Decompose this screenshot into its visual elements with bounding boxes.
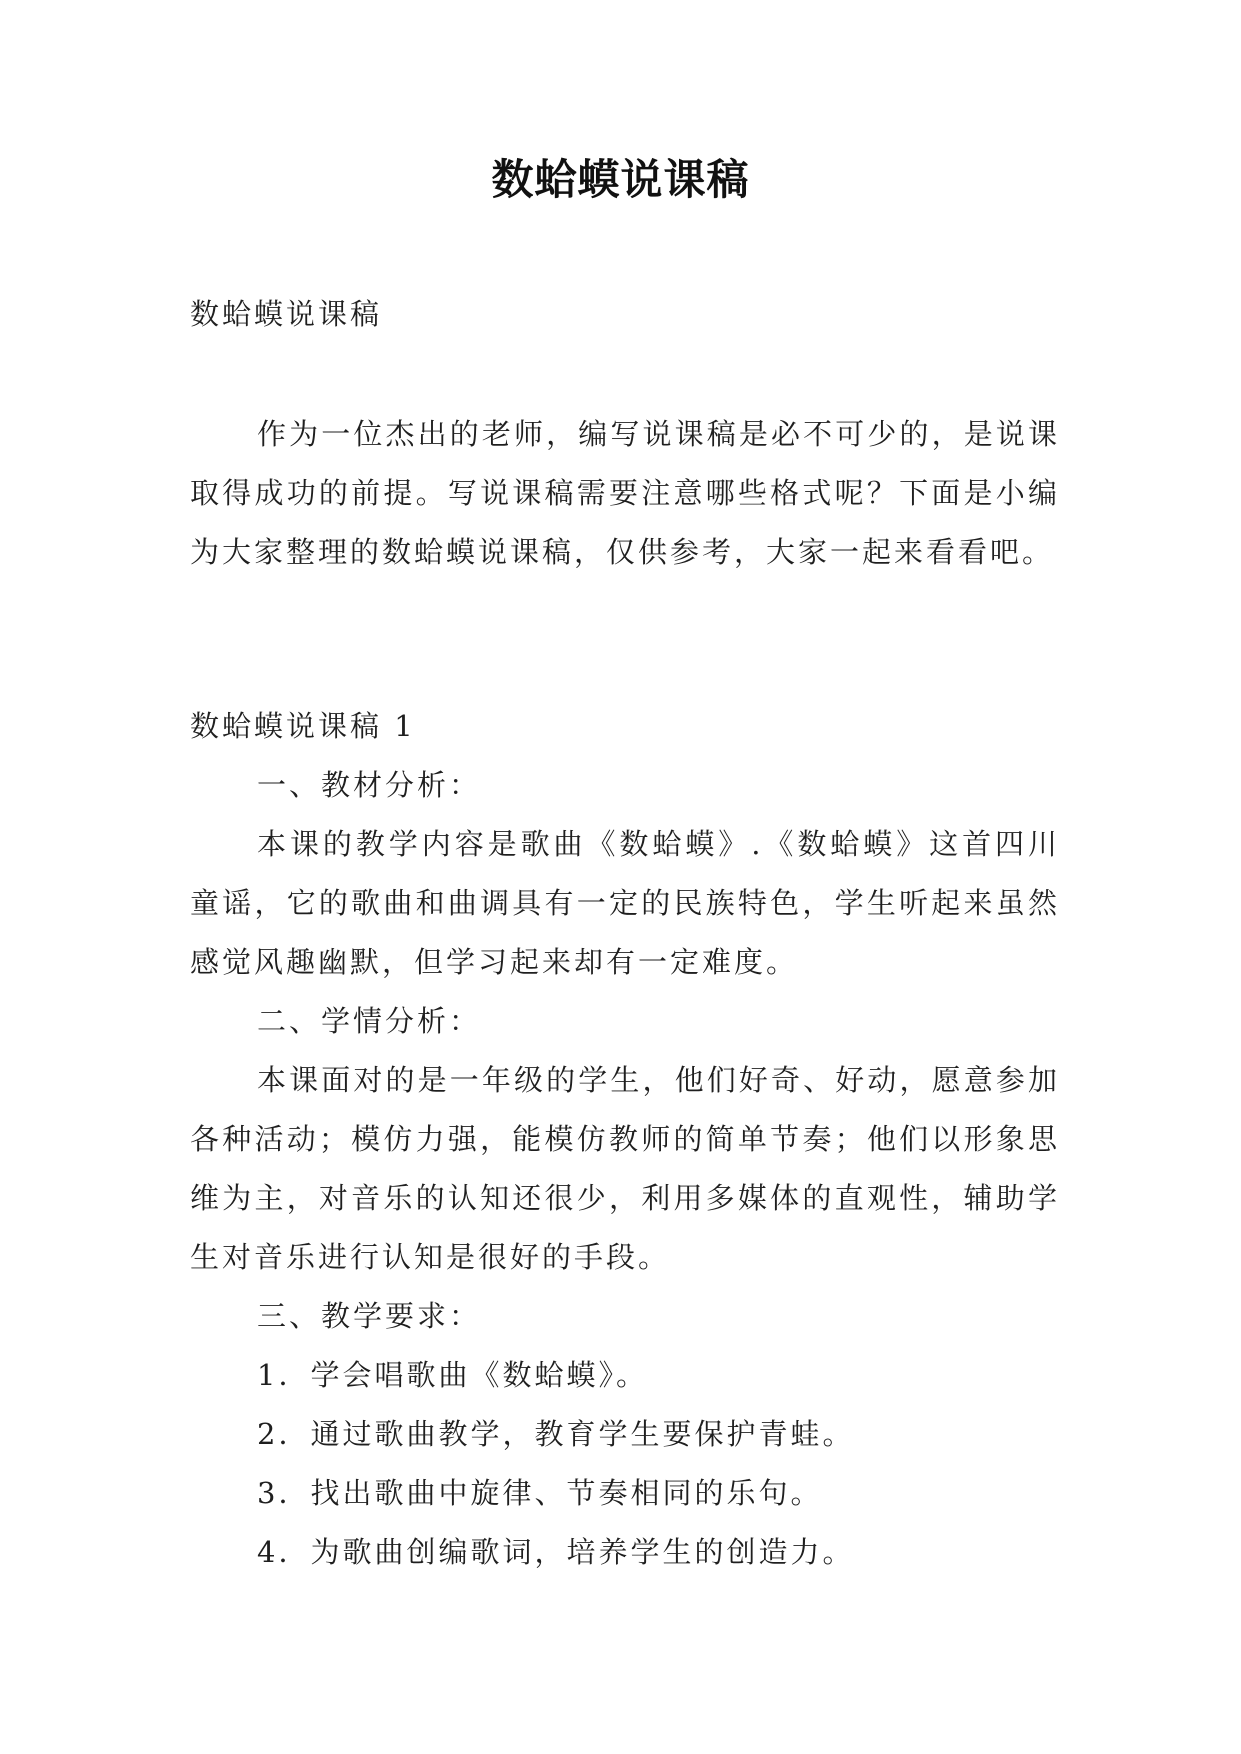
section-heading: 数蛤蟆说课稿 1 [190, 709, 416, 743]
subheading-teaching-requirements: 三、教学要求： [257, 1299, 482, 1333]
document-subtitle: 数蛤蟆说课稿 [190, 297, 383, 331]
subheading-textbook-analysis: 一、教材分析： [257, 768, 482, 802]
intro-paragraph: 作为一位杰出的老师，编写说课稿是必不可少的，是说课取得成功的前提。写说课稿需要注意哪些格式呢？下面是小编为大家整理的数蛤蟆说课稿，仅供参考，大家一起来看看吧。 [190, 417, 1060, 569]
list-item: 2．通过歌曲教学，教育学生要保护青蛙。 [257, 1417, 855, 1451]
list-item: 1．学会唱歌曲《数蛤蟆》。 [257, 1358, 648, 1392]
list-item: 3．找出歌曲中旋律、节奏相同的乐句。 [257, 1476, 823, 1510]
document-title: 数蛤蟆说课稿 [491, 155, 750, 204]
subheading-student-analysis: 二、学情分析： [257, 1004, 482, 1038]
paragraph-student-analysis: 本课面对的是一年级的学生，他们好奇、好动，愿意参加各种活动；模仿力强，能模仿教师的简单节奏；他们以形象思维为主，对音乐的认知还很少，利用多媒体的直观性，辅助学生对音乐进行认知是很好的手段。 [190, 1063, 1060, 1274]
list-item: 4．为歌曲创编歌词，培养学生的创造力。 [257, 1535, 855, 1569]
section-1 [190, 697, 1060, 1582]
paragraph-textbook-analysis: 本课的教学内容是歌曲《数蛤蟆》.《数蛤蟆》这首四川童谣，它的歌曲和曲调具有一定的民族特色，学生听起来虽然感觉风趣幽默，但学习起来却有一定难度。 [190, 827, 1060, 979]
